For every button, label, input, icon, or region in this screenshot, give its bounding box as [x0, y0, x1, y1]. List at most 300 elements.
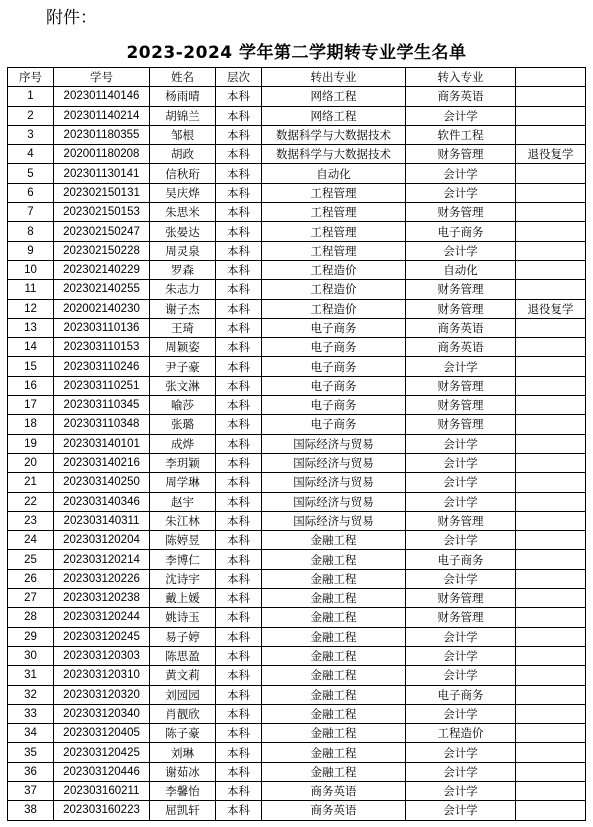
cell-index: 34 — [8, 724, 54, 743]
cell-index: 24 — [8, 531, 54, 550]
cell-from-major: 金融工程 — [262, 627, 406, 646]
cell-index: 28 — [8, 608, 54, 627]
transfer-student-table — [7, 67, 586, 821]
cell-level: 本科 — [216, 145, 262, 164]
cell-name: 胡政 — [150, 145, 216, 164]
cell-to-major: 会计学 — [406, 762, 516, 781]
cell-name: 屈凯轩 — [150, 801, 216, 820]
cell-from-major: 工程造价 — [262, 280, 406, 299]
cell-name: 谢茹冰 — [150, 762, 216, 781]
cell-to-major: 会计学 — [406, 627, 516, 646]
cell-student-id: 202302150131 — [54, 183, 150, 202]
cell-student-id: 202303110153 — [54, 338, 150, 357]
cell-from-major: 数据科学与大数据技术 — [262, 145, 406, 164]
cell-remark — [516, 280, 586, 299]
table-row — [8, 724, 586, 743]
table-row — [8, 704, 586, 723]
cell-remark — [516, 550, 586, 569]
cell-student-id: 202302150153 — [54, 203, 150, 222]
column-header-to-major: 转入专业 — [406, 68, 516, 87]
cell-index: 20 — [8, 453, 54, 472]
cell-to-major: 财务管理 — [406, 376, 516, 395]
cell-to-major: 会计学 — [406, 164, 516, 183]
cell-from-major: 工程造价 — [262, 299, 406, 318]
cell-from-major: 国际经济与贸易 — [262, 492, 406, 511]
cell-level: 本科 — [216, 222, 262, 241]
cell-to-major: 会计学 — [406, 743, 516, 762]
cell-from-major: 国际经济与贸易 — [262, 473, 406, 492]
cell-remark — [516, 685, 586, 704]
cell-remark — [516, 646, 586, 665]
cell-to-major: 工程造价 — [406, 724, 516, 743]
cell-from-major: 金融工程 — [262, 550, 406, 569]
cell-student-id: 202302150228 — [54, 241, 150, 260]
cell-from-major: 金融工程 — [262, 762, 406, 781]
attachment-label: 附件： — [46, 8, 97, 28]
cell-name: 谢子杰 — [150, 299, 216, 318]
cell-level: 本科 — [216, 762, 262, 781]
cell-to-major: 会计学 — [406, 704, 516, 723]
cell-student-id: 202303120226 — [54, 569, 150, 588]
table-row — [8, 801, 586, 820]
cell-name: 成烨 — [150, 434, 216, 453]
cell-remark — [516, 87, 586, 106]
cell-remark — [516, 569, 586, 588]
table-row — [8, 762, 586, 781]
cell-level: 本科 — [216, 627, 262, 646]
cell-to-major: 商务英语 — [406, 87, 516, 106]
cell-index: 17 — [8, 396, 54, 415]
cell-remark — [516, 376, 586, 395]
cell-from-major: 自动化 — [262, 164, 406, 183]
cell-student-id: 202303120310 — [54, 666, 150, 685]
table-body — [8, 87, 586, 820]
cell-to-major: 自动化 — [406, 260, 516, 279]
cell-remark — [516, 724, 586, 743]
cell-level: 本科 — [216, 704, 262, 723]
cell-remark — [516, 531, 586, 550]
cell-student-id: 202303120446 — [54, 762, 150, 781]
cell-student-id: 202303140216 — [54, 453, 150, 472]
table-row — [8, 627, 586, 646]
table-row — [8, 743, 586, 762]
cell-student-id: 202301140146 — [54, 87, 150, 106]
cell-from-major: 数据科学与大数据技术 — [262, 125, 406, 144]
cell-level: 本科 — [216, 666, 262, 685]
cell-to-major: 财务管理 — [406, 145, 516, 164]
cell-to-major: 会计学 — [406, 666, 516, 685]
cell-level: 本科 — [216, 376, 262, 395]
cell-remark — [516, 318, 586, 337]
cell-student-id: 202303140101 — [54, 434, 150, 453]
cell-to-major: 财务管理 — [406, 280, 516, 299]
cell-to-major: 会计学 — [406, 646, 516, 665]
cell-from-major: 工程管理 — [262, 203, 406, 222]
cell-level: 本科 — [216, 589, 262, 608]
cell-name: 刘园园 — [150, 685, 216, 704]
cell-index: 27 — [8, 589, 54, 608]
cell-student-id: 202302140229 — [54, 260, 150, 279]
cell-level: 本科 — [216, 434, 262, 453]
cell-remark — [516, 666, 586, 685]
cell-student-id: 202301130141 — [54, 164, 150, 183]
cell-level: 本科 — [216, 280, 262, 299]
cell-index: 2 — [8, 106, 54, 125]
cell-from-major: 工程管理 — [262, 241, 406, 260]
cell-remark — [516, 415, 586, 434]
cell-index: 10 — [8, 260, 54, 279]
cell-student-id: 202001180208 — [54, 145, 150, 164]
cell-from-major: 金融工程 — [262, 531, 406, 550]
cell-name: 周灵泉 — [150, 241, 216, 260]
cell-index: 19 — [8, 434, 54, 453]
cell-to-major: 会计学 — [406, 106, 516, 125]
cell-index: 22 — [8, 492, 54, 511]
cell-to-major: 会计学 — [406, 492, 516, 511]
cell-name: 朱思米 — [150, 203, 216, 222]
cell-name: 邹根 — [150, 125, 216, 144]
cell-level: 本科 — [216, 801, 262, 820]
cell-from-major: 电子商务 — [262, 357, 406, 376]
table-row — [8, 318, 586, 337]
cell-name: 张文淋 — [150, 376, 216, 395]
cell-name: 周学琳 — [150, 473, 216, 492]
cell-remark: 退役复学 — [516, 299, 586, 318]
column-header-level: 层次 — [216, 68, 262, 87]
cell-remark — [516, 203, 586, 222]
table-row — [8, 203, 586, 222]
cell-level: 本科 — [216, 415, 262, 434]
cell-from-major: 国际经济与贸易 — [262, 511, 406, 530]
cell-from-major: 金融工程 — [262, 666, 406, 685]
cell-index: 26 — [8, 569, 54, 588]
cell-student-id: 202303120320 — [54, 685, 150, 704]
table-row — [8, 376, 586, 395]
cell-name: 陈子豪 — [150, 724, 216, 743]
cell-student-id: 202303110251 — [54, 376, 150, 395]
cell-from-major: 工程造价 — [262, 260, 406, 279]
cell-name: 吴庆烨 — [150, 183, 216, 202]
cell-to-major: 财务管理 — [406, 203, 516, 222]
cell-level: 本科 — [216, 511, 262, 530]
cell-remark — [516, 164, 586, 183]
cell-student-id: 202302150247 — [54, 222, 150, 241]
cell-remark — [516, 704, 586, 723]
cell-remark — [516, 511, 586, 530]
cell-index: 13 — [8, 318, 54, 337]
cell-to-major: 会计学 — [406, 569, 516, 588]
cell-remark — [516, 396, 586, 415]
cell-name: 周颖姿 — [150, 338, 216, 357]
table-row — [8, 145, 586, 164]
cell-to-major: 财务管理 — [406, 415, 516, 434]
cell-remark — [516, 473, 586, 492]
cell-to-major: 电子商务 — [406, 222, 516, 241]
cell-student-id: 202301140214 — [54, 106, 150, 125]
cell-index: 14 — [8, 338, 54, 357]
table-row — [8, 646, 586, 665]
cell-index: 35 — [8, 743, 54, 762]
cell-from-major: 金融工程 — [262, 589, 406, 608]
cell-to-major: 软件工程 — [406, 125, 516, 144]
cell-remark — [516, 743, 586, 762]
column-header-index: 序号 — [8, 68, 54, 87]
cell-remark — [516, 106, 586, 125]
cell-level: 本科 — [216, 125, 262, 144]
table-row — [8, 338, 586, 357]
table-row — [8, 299, 586, 318]
cell-from-major: 电子商务 — [262, 318, 406, 337]
cell-index: 6 — [8, 183, 54, 202]
cell-student-id: 202303120425 — [54, 743, 150, 762]
cell-remark — [516, 453, 586, 472]
cell-to-major: 财务管理 — [406, 511, 516, 530]
cell-index: 31 — [8, 666, 54, 685]
cell-from-major: 电子商务 — [262, 415, 406, 434]
cell-level: 本科 — [216, 260, 262, 279]
cell-name: 赵宇 — [150, 492, 216, 511]
cell-index: 23 — [8, 511, 54, 530]
cell-level: 本科 — [216, 241, 262, 260]
cell-from-major: 工程管理 — [262, 222, 406, 241]
cell-name: 喻莎 — [150, 396, 216, 415]
table-row — [8, 608, 586, 627]
cell-level: 本科 — [216, 183, 262, 202]
table-row — [8, 685, 586, 704]
cell-remark: 退役复学 — [516, 145, 586, 164]
table-row — [8, 492, 586, 511]
table-row — [8, 260, 586, 279]
cell-from-major: 金融工程 — [262, 704, 406, 723]
table-row — [8, 396, 586, 415]
cell-name: 陈思盈 — [150, 646, 216, 665]
cell-name: 肖靓欣 — [150, 704, 216, 723]
cell-name: 信秋珩 — [150, 164, 216, 183]
cell-index: 9 — [8, 241, 54, 260]
cell-index: 8 — [8, 222, 54, 241]
cell-student-id: 202303140346 — [54, 492, 150, 511]
table-row — [8, 183, 586, 202]
cell-to-major: 会计学 — [406, 183, 516, 202]
column-header-remark — [516, 68, 586, 87]
cell-from-major: 金融工程 — [262, 608, 406, 627]
table-row — [8, 531, 586, 550]
cell-index: 11 — [8, 280, 54, 299]
table-row — [8, 569, 586, 588]
table-row — [8, 781, 586, 800]
cell-from-major: 工程管理 — [262, 183, 406, 202]
cell-to-major: 会计学 — [406, 241, 516, 260]
cell-remark — [516, 125, 586, 144]
cell-name: 刘琳 — [150, 743, 216, 762]
table-row — [8, 589, 586, 608]
cell-student-id: 202303110348 — [54, 415, 150, 434]
cell-student-id: 202303160211 — [54, 781, 150, 800]
cell-name: 姚诗玉 — [150, 608, 216, 627]
cell-remark — [516, 801, 586, 820]
table-row — [8, 434, 586, 453]
cell-remark — [516, 434, 586, 453]
cell-from-major: 国际经济与贸易 — [262, 434, 406, 453]
table-row — [8, 106, 586, 125]
cell-index: 12 — [8, 299, 54, 318]
cell-index: 4 — [8, 145, 54, 164]
cell-name: 尹子豪 — [150, 357, 216, 376]
table-row — [8, 357, 586, 376]
cell-from-major: 网络工程 — [262, 106, 406, 125]
cell-index: 21 — [8, 473, 54, 492]
cell-from-major: 商务英语 — [262, 801, 406, 820]
table-row — [8, 87, 586, 106]
cell-name: 李博仁 — [150, 550, 216, 569]
cell-level: 本科 — [216, 453, 262, 472]
cell-name: 戴上媛 — [150, 589, 216, 608]
cell-level: 本科 — [216, 164, 262, 183]
cell-from-major: 商务英语 — [262, 781, 406, 800]
cell-to-major: 会计学 — [406, 473, 516, 492]
cell-level: 本科 — [216, 550, 262, 569]
cell-index: 18 — [8, 415, 54, 434]
cell-student-id: 202002140230 — [54, 299, 150, 318]
cell-to-major: 财务管理 — [406, 299, 516, 318]
cell-level: 本科 — [216, 685, 262, 704]
cell-student-id: 202303120238 — [54, 589, 150, 608]
table-row — [8, 511, 586, 530]
cell-name: 朱江林 — [150, 511, 216, 530]
cell-level: 本科 — [216, 646, 262, 665]
table-row — [8, 453, 586, 472]
cell-name: 李玥颖 — [150, 453, 216, 472]
cell-level: 本科 — [216, 531, 262, 550]
table-row — [8, 550, 586, 569]
cell-to-major: 电子商务 — [406, 550, 516, 569]
cell-from-major: 电子商务 — [262, 396, 406, 415]
cell-to-major: 会计学 — [406, 434, 516, 453]
cell-student-id: 202303120245 — [54, 627, 150, 646]
cell-remark — [516, 338, 586, 357]
table-row — [8, 473, 586, 492]
cell-name: 杨雨晴 — [150, 87, 216, 106]
cell-student-id: 202302140255 — [54, 280, 150, 299]
cell-level: 本科 — [216, 608, 262, 627]
cell-remark — [516, 762, 586, 781]
cell-remark — [516, 781, 586, 800]
table-row — [8, 241, 586, 260]
cell-name: 易子婷 — [150, 627, 216, 646]
cell-student-id: 202303120204 — [54, 531, 150, 550]
cell-level: 本科 — [216, 396, 262, 415]
cell-from-major: 电子商务 — [262, 338, 406, 357]
cell-to-major: 电子商务 — [406, 685, 516, 704]
cell-from-major: 金融工程 — [262, 646, 406, 665]
table-header-row — [8, 68, 586, 87]
table-row — [8, 222, 586, 241]
cell-level: 本科 — [216, 106, 262, 125]
cell-student-id: 202303160223 — [54, 801, 150, 820]
cell-student-id: 202303110136 — [54, 318, 150, 337]
cell-index: 16 — [8, 376, 54, 395]
cell-to-major: 会计学 — [406, 453, 516, 472]
cell-index: 30 — [8, 646, 54, 665]
cell-name: 张璐 — [150, 415, 216, 434]
cell-from-major: 金融工程 — [262, 685, 406, 704]
cell-student-id: 202303120340 — [54, 704, 150, 723]
cell-index: 3 — [8, 125, 54, 144]
cell-name: 王琦 — [150, 318, 216, 337]
cell-to-major: 财务管理 — [406, 396, 516, 415]
cell-to-major: 财务管理 — [406, 589, 516, 608]
cell-to-major: 商务英语 — [406, 338, 516, 357]
table-row — [8, 125, 586, 144]
cell-from-major: 金融工程 — [262, 724, 406, 743]
cell-from-major: 电子商务 — [262, 376, 406, 395]
cell-to-major: 会计学 — [406, 531, 516, 550]
cell-level: 本科 — [216, 781, 262, 800]
cell-remark — [516, 357, 586, 376]
cell-level: 本科 — [216, 299, 262, 318]
cell-remark — [516, 627, 586, 646]
cell-from-major: 国际经济与贸易 — [262, 453, 406, 472]
cell-remark — [516, 589, 586, 608]
cell-to-major: 商务英语 — [406, 318, 516, 337]
cell-remark — [516, 260, 586, 279]
cell-index: 38 — [8, 801, 54, 820]
cell-name: 李馨怡 — [150, 781, 216, 800]
cell-remark — [516, 241, 586, 260]
cell-level: 本科 — [216, 357, 262, 376]
cell-from-major: 金融工程 — [262, 569, 406, 588]
cell-level: 本科 — [216, 492, 262, 511]
table-row — [8, 415, 586, 434]
cell-index: 36 — [8, 762, 54, 781]
cell-student-id: 202303120303 — [54, 646, 150, 665]
cell-level: 本科 — [216, 473, 262, 492]
cell-student-id: 202303140311 — [54, 511, 150, 530]
cell-index: 29 — [8, 627, 54, 646]
cell-remark — [516, 492, 586, 511]
cell-from-major: 网络工程 — [262, 87, 406, 106]
cell-name: 胡锦兰 — [150, 106, 216, 125]
cell-name: 张晏达 — [150, 222, 216, 241]
cell-name: 朱志力 — [150, 280, 216, 299]
cell-to-major: 财务管理 — [406, 608, 516, 627]
cell-student-id: 202303140250 — [54, 473, 150, 492]
cell-remark — [516, 608, 586, 627]
column-header-from-major: 转出专业 — [262, 68, 406, 87]
cell-index: 32 — [8, 685, 54, 704]
table-row — [8, 164, 586, 183]
cell-level: 本科 — [216, 743, 262, 762]
cell-index: 33 — [8, 704, 54, 723]
cell-index: 7 — [8, 203, 54, 222]
table-row — [8, 280, 586, 299]
page-title: 2023-2024 学年第二学期转专业学生名单 — [126, 43, 467, 63]
column-header-name: 姓名 — [150, 68, 216, 87]
cell-name: 罗森 — [150, 260, 216, 279]
cell-remark — [516, 183, 586, 202]
cell-level: 本科 — [216, 203, 262, 222]
cell-level: 本科 — [216, 724, 262, 743]
cell-level: 本科 — [216, 87, 262, 106]
cell-index: 5 — [8, 164, 54, 183]
cell-student-id: 202303120214 — [54, 550, 150, 569]
cell-from-major: 金融工程 — [262, 743, 406, 762]
cell-level: 本科 — [216, 569, 262, 588]
cell-remark — [516, 222, 586, 241]
cell-to-major: 会计学 — [406, 781, 516, 800]
cell-student-id: 202303120244 — [54, 608, 150, 627]
cell-student-id: 202301180355 — [54, 125, 150, 144]
